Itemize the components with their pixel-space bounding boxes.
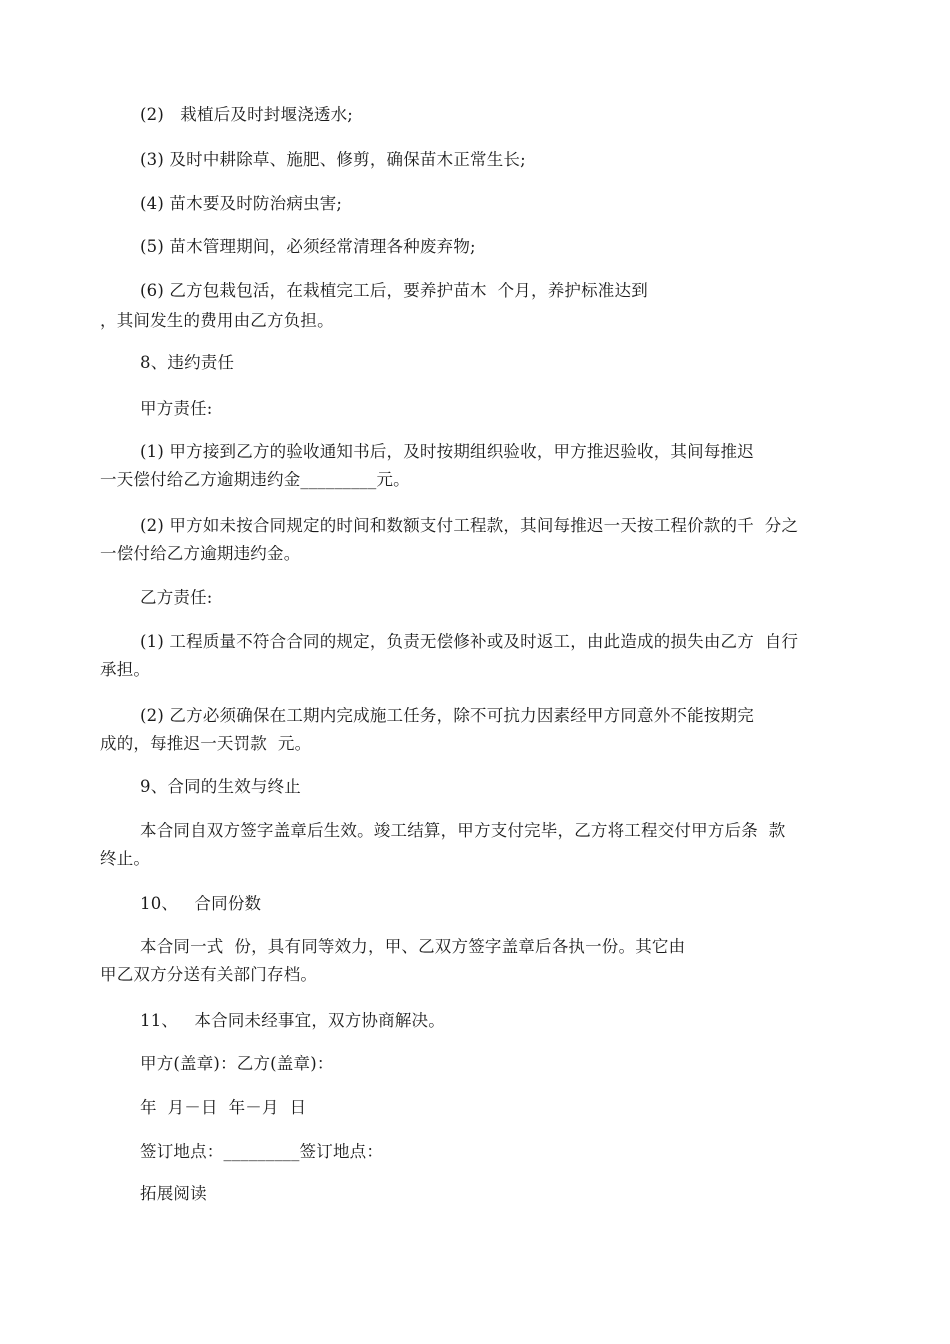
party-b-item-2: (2) 乙方必须确保在工期内完成施工任务，除不可抗力因素经甲方同意外不能按期完 [140,706,754,725]
party-b-item-1-cont: 承担。 [100,660,151,679]
signature-parties: 甲方(盖章)：乙方(盖章)： [140,1054,334,1073]
section-11-heading: 11、 本合同未经事宜，双方协商解决。 [140,1011,445,1030]
maintenance-item-3: (3) 及时中耕除草、施肥、修剪，确保苗木正常生长; [140,150,526,169]
party-b-item-1: (1) 工程质量不符合合同的规定，负责无偿修补或及时返工，由此造成的损失由乙方 自行 [140,632,799,651]
section-9-text: 本合同自双方签字盖章后生效。竣工结算，甲方支付完毕，乙方将工程交付甲方后条 款 [140,821,786,840]
party-a-item-1: (1) 甲方接到乙方的验收通知书后，及时按期组织验收，甲方推迟验收，其间每推迟 [140,442,754,461]
section-9-text-cont: 终止。 [100,849,151,868]
signature-places: 签订地点：_________签订地点： [140,1142,384,1161]
maintenance-item-4: (4) 苗木要及时防治病虫害; [140,194,343,213]
maintenance-item-5: (5) 苗木管理期间，必须经常清理各种废弃物; [140,237,476,256]
party-a-liability-label: 甲方责任: [140,399,213,418]
maintenance-item-6: (6) 乙方包栽包活，在栽植完工后，要养护苗木 个月，养护标准达到 [140,281,648,300]
party-a-item-2-cont: 一偿付给乙方逾期违约金。 [100,544,301,563]
section-10-heading: 10、 合同份数 [140,894,262,913]
section-8-heading: 8、违约责任 [140,353,235,372]
maintenance-item-6-cont: ，其间发生的费用由乙方负担。 [100,311,334,330]
party-b-item-2-cont: 成的，每推迟一天罚款 元。 [100,734,312,753]
extended-reading-heading: 拓展阅读 [140,1184,207,1203]
section-10-text-cont: 甲乙双方分送有关部门存档。 [100,965,318,984]
maintenance-item-2: (2) 栽植后及时封堰浇透水; [140,105,354,124]
section-9-heading: 9、合同的生效与终止 [140,777,301,796]
party-a-item-1-cont: 一天偿付给乙方逾期违约金_________元。 [100,470,410,489]
section-10-text: 本合同一式 份，具有同等效力，甲、乙双方签字盖章后各执一份。其它由 [140,937,686,956]
party-a-item-2: (2) 甲方如未按合同规定的时间和数额支付工程款，其间每推迟一天按工程价款的千 分之 [140,516,799,535]
signature-dates: 年 月－日 年－月 日 [140,1098,307,1117]
party-b-liability-label: 乙方责任: [140,588,213,607]
